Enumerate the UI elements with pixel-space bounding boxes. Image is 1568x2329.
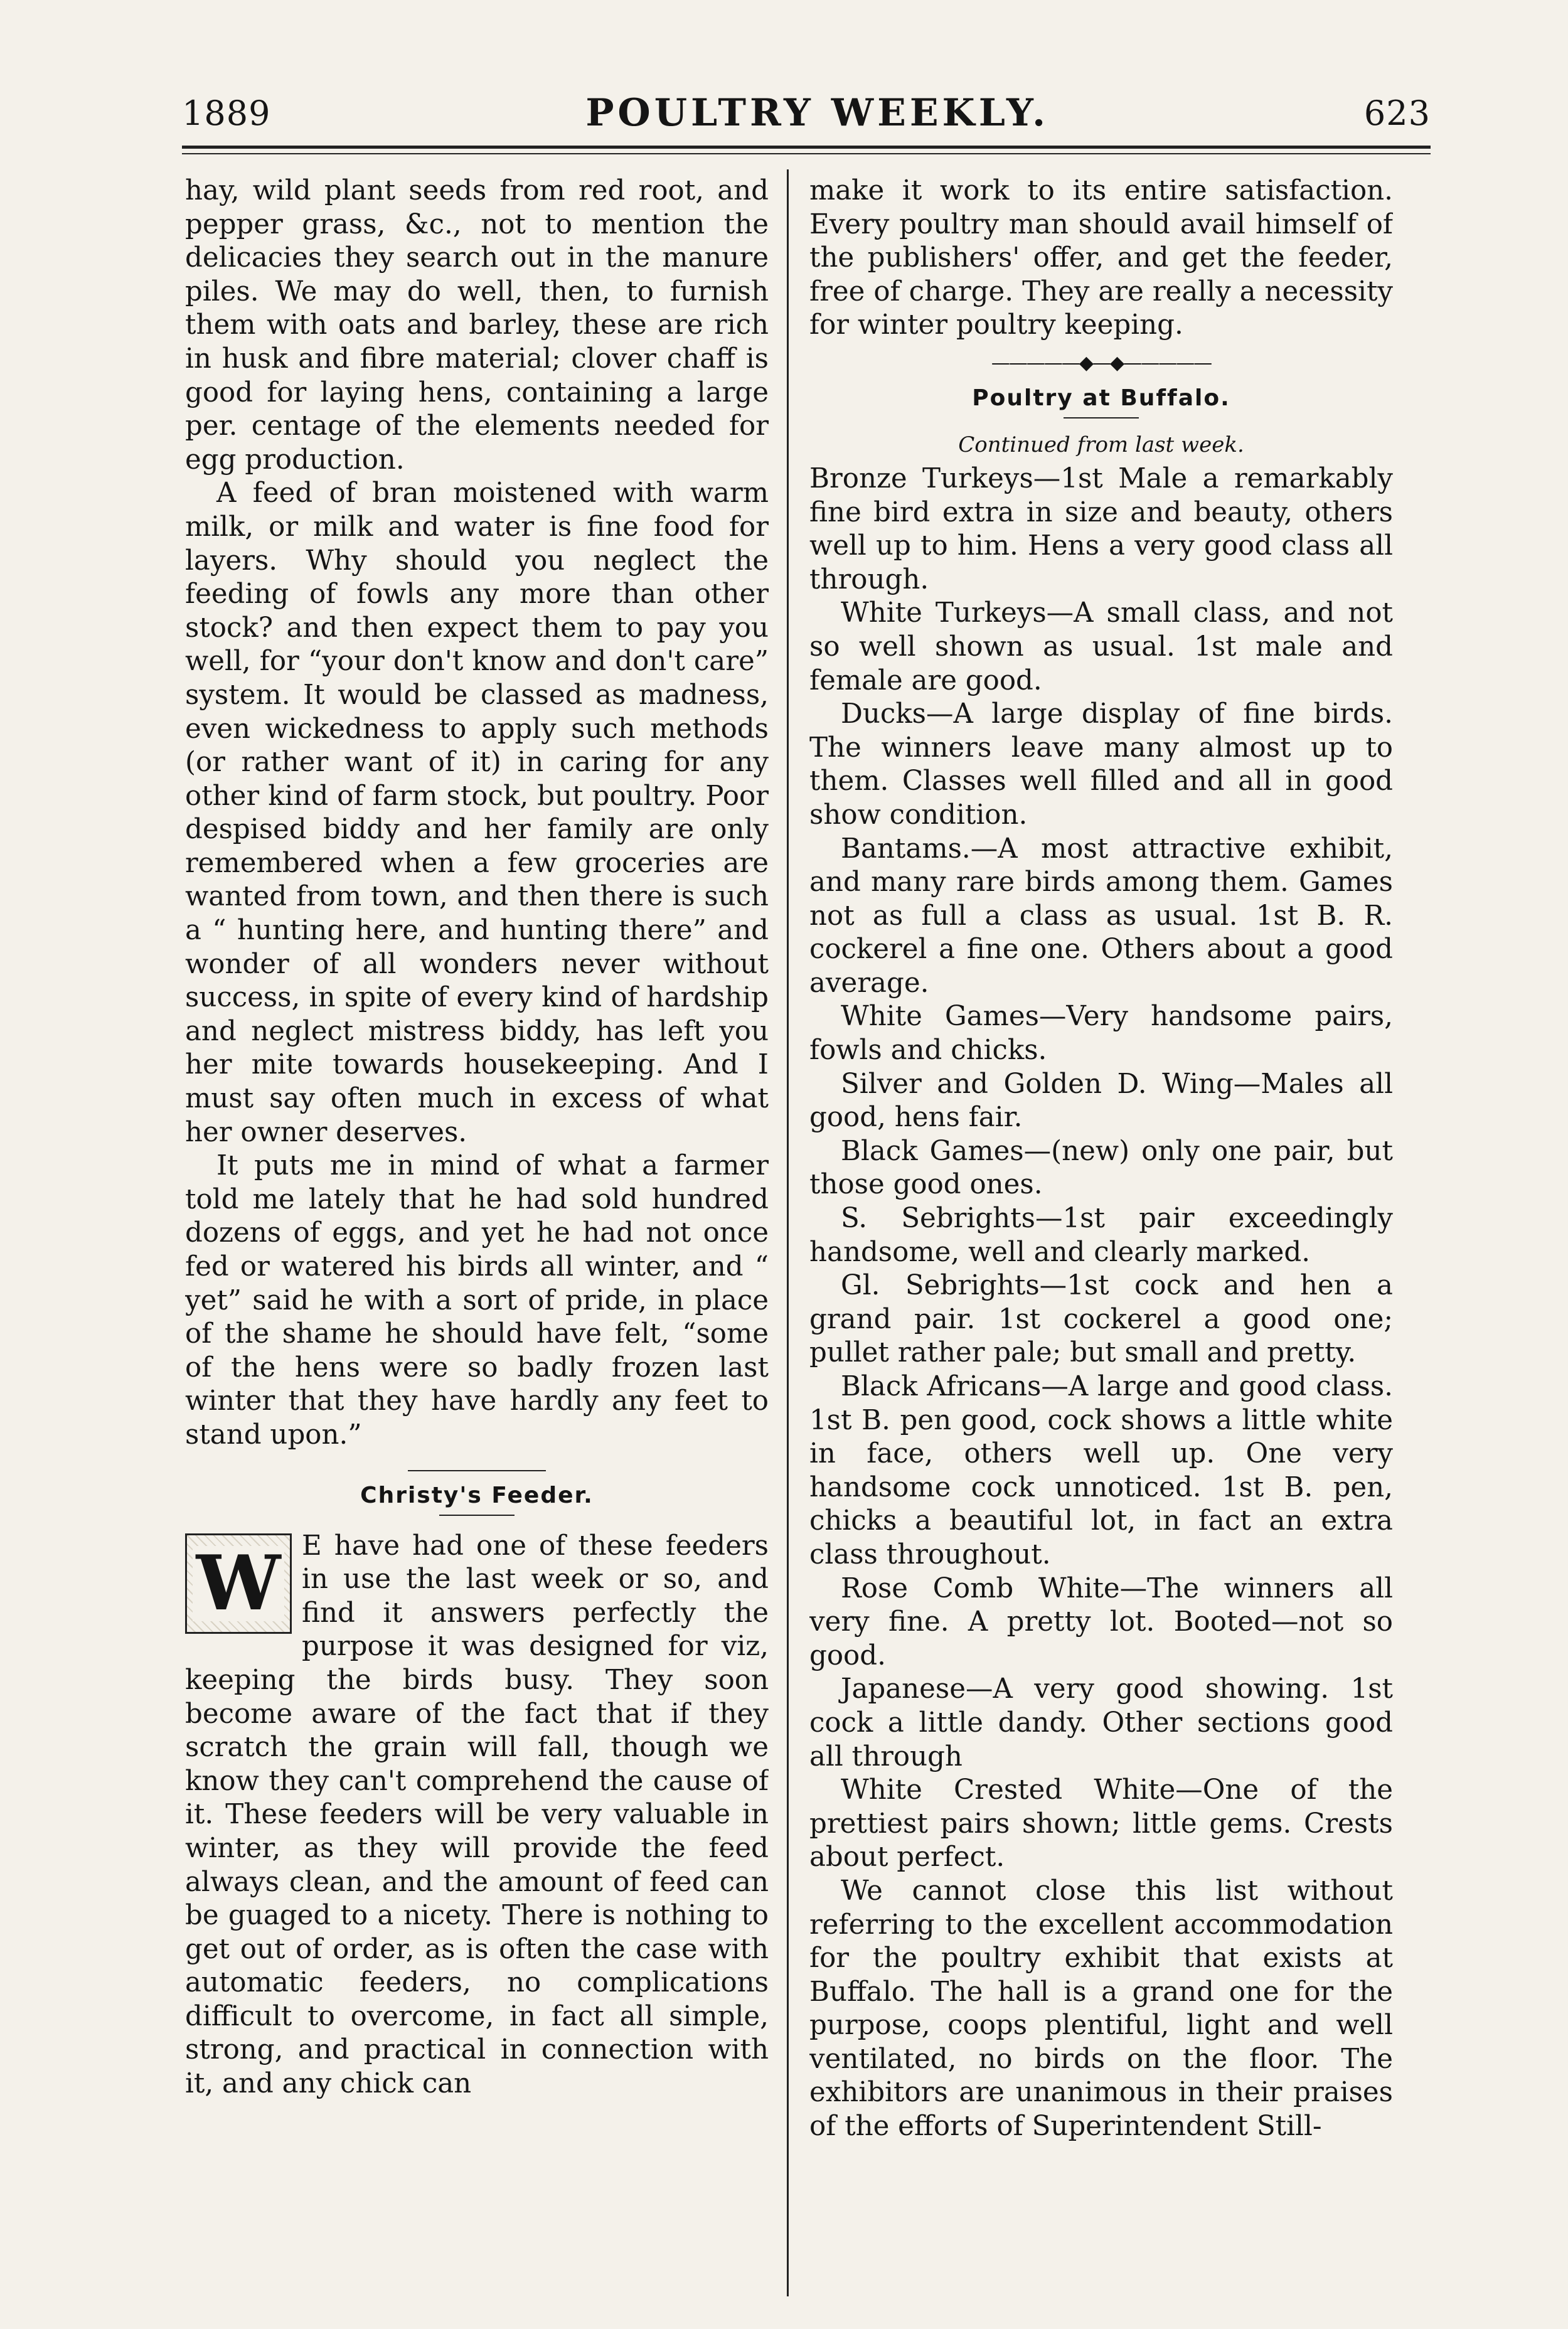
right-column (809, 174, 1393, 2295)
show-report-item: Rose Comb White—The winners all very fine. A pretty lot. Booted—not so good. (809, 1572, 1393, 1671)
feeder-article (185, 1530, 769, 2101)
show-report-item: Black Africans—A large and good class. 1st B. pen good, cock shows a little white in face, others well up. One very handsome cock unnoticed. 1st B. pen, chicks a beautiful lot, in fact an extra class throughout. (809, 1371, 1393, 1570)
ornamental-dropcap (185, 1533, 292, 1634)
article-paragraph: hay, wild plant seeds from red root, and pepper grass, &c., not to mention the delicacies they search out in the manure piles. We may do well, then, to furnish them with oats and barley, these are rich in husk and fibre material; clover chaff is good for laying hens, containing a large per. centage of the elements needed for egg production. (185, 175, 769, 476)
article-paragraph: A feed of bran moistened with warm milk, or milk and water is fine food for layers. Why should you neglect the feeding of fowls any more than other stock? and then expect them to pay you well, for “your don't know and don't care” system. It would be classed as madness, even wickedness to apply such methods (or rather want of it) in caring for any other kind of farm stock, but poultry. Poor despised biddy and her family are only remembered when a few groceries are wanted from town, and then there is such a “ hunting here, and hunting there” and wonder of all wonders never without success, in spite of every kind of hardship and neglect mistress biddy, has left you her mite towards housekeeping. And I must say often much in excess of what her owner deserves. (185, 477, 769, 1148)
show-report-item: White Turkeys—A small class, and not so well shown as usual. 1st male and female are good. (809, 597, 1393, 696)
show-report-item: Bantams.—A most attractive exhibit, and many rare birds among them. Games not as full a class as usual. 1st B. R. cockerel a fine one. Others about a good average. (809, 833, 1393, 999)
header-rule-thin (182, 153, 1431, 154)
dropcap-letter: W (193, 1546, 285, 1621)
article-paragraph: It puts me in mind of what a farmer told me lately that he had sold hundred dozens of eggs, and yet he had not once fed or watered his birds all winter, and “ yet” said he with a sort of pride, in place of the shame he should have felt, “some of the hens were so badly frozen last winter that they have hardly any feet to stand upon.” (185, 1150, 769, 1451)
column-divider (787, 169, 789, 2296)
title-underline (439, 1515, 515, 1516)
article-paragraph: make it work to its entire satisfaction. Every poultry man should avail himself of the publishers' offer, and get the feeder, free of charge. They are really a necessity for winter poultry keeping. (809, 175, 1393, 341)
show-report-item: White Games—Very handsome pairs, fowls and chicks. (809, 1001, 1393, 1067)
feeder-section-title: Christy's Feeder. (360, 1482, 594, 1508)
left-column (185, 174, 769, 2295)
title-underline (1064, 417, 1139, 418)
ornamental-divider: —————◆—◆————— (991, 351, 1212, 374)
show-report-item: S. Sebrights—1st pair exceedingly handsome, well and clearly marked. (809, 1203, 1393, 1268)
show-report-item: Black Games—(new) only one pair, but those good ones. (809, 1135, 1393, 1201)
header-year: 1889 (182, 93, 271, 133)
publication-title: POULTRY WEEKLY. (585, 91, 1050, 135)
feeder-paragraph: E have had one of these feeders in use the last week or so, and find it answers perfectly the purpose it was designed for viz, keeping the birds busy. They soon become aware of the fact that if they scratch the grain will fall, though we know they can't comprehend the cause of it. These feeders will be very valuable in winter, as they will provide the feed always clean, and the amount of feed can be guaged to a nicety. There is nothing to get out of order, as is often the case with automatic feeders, no complications difficult to overcome, in fact all simple, strong, and practical in connection with it, and any chick can (185, 1530, 769, 2100)
page-header (182, 82, 1431, 144)
show-report-item: Ducks—A large display of fine birds. The winners leave many almost up to them. Classes well filled and all in good show condition. (809, 698, 1393, 831)
show-report-item: Japanese—A very good showing. 1st cock a little dandy. Other sections good all through (809, 1673, 1393, 1772)
show-report-item: We cannot close this list without referring to the excellent accommodation for the poultry exhibit that exists at Buffalo. The hall is a grand one for the purpose, coops plentiful, light and well ventilated, no birds on the floor. The exhibitors are unanimous in their praises of the efforts of Superintendent Still- (809, 1875, 1393, 2143)
show-report-item: Gl. Sebrights—1st cock and hen a grand pair. 1st cockerel a good one; pullet rather pale; but small and pretty. (809, 1270, 1393, 1369)
buffalo-section-title: Poultry at Buffalo. (972, 385, 1230, 411)
page-number: 623 (1363, 93, 1431, 133)
show-report-item: Bronze Turkeys—1st Male a remarkably fine bird extra in size and beauty, others well up to him. Hens a very good class all through. (809, 462, 1393, 595)
header-rule (182, 146, 1431, 149)
show-report-item: Silver and Golden D. Wing—Males all good, hens fair. (809, 1068, 1393, 1134)
section-divider (408, 1470, 546, 1471)
continued-note: Continued from last week. (958, 432, 1244, 457)
show-report-item: White Crested White—One of the prettiest pairs shown; little gems. Crests about perfect. (809, 1774, 1393, 1873)
